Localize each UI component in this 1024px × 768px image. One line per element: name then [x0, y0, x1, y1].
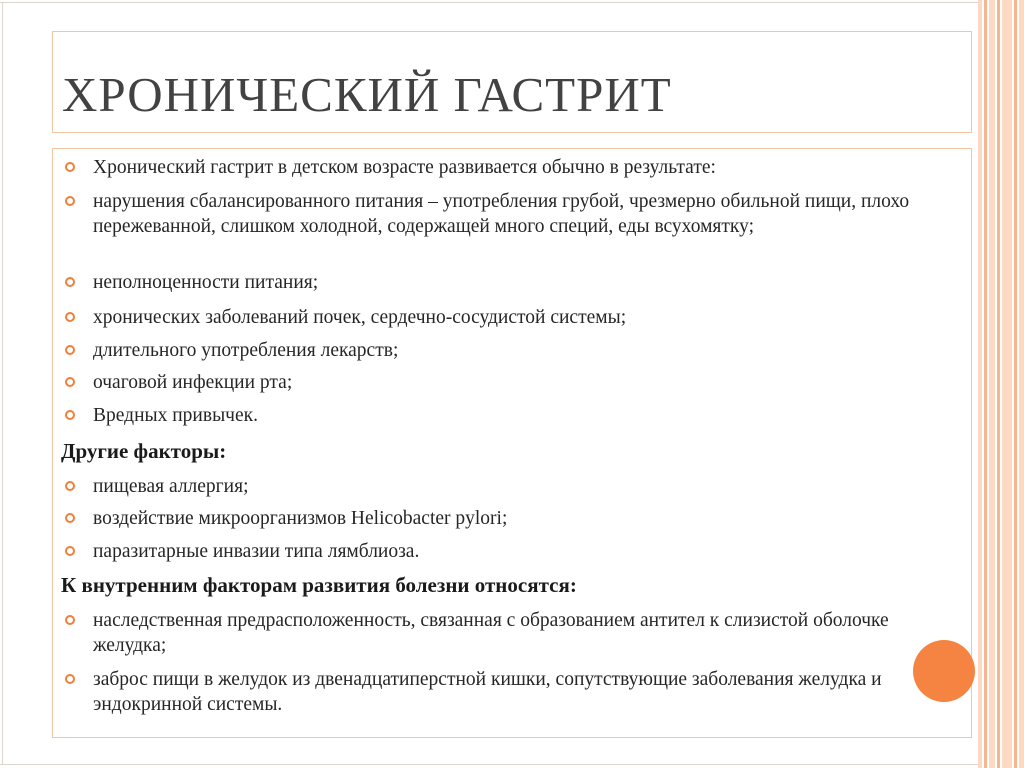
stripe	[984, 0, 987, 768]
bullet-icon	[65, 674, 75, 684]
bullet-icon	[65, 162, 75, 172]
bullet-icon	[65, 196, 75, 206]
bullet-icon	[65, 312, 75, 322]
list-item-text: Вредных привычек.	[93, 405, 258, 426]
bullet-icon	[65, 410, 75, 420]
list-item	[93, 506, 963, 531]
list-item-text: воздействие микроорганизмов Helicobacter pylori;	[93, 508, 508, 529]
bullet-icon	[65, 513, 75, 523]
list-item	[93, 305, 963, 330]
list-item-text: наследственная предрасположенность, связанная с образованием антител к слизистой оболочке желудка;	[93, 610, 889, 656]
bullet-icon	[65, 345, 75, 355]
list-item-text: длительного употребления лекарств;	[93, 340, 399, 361]
bullet-icon	[65, 481, 75, 491]
stripe	[1019, 0, 1024, 768]
list-item-text: нарушения сбалансированного питания – употребления грубой, чрезмерно обильной пищи, плохо пережеванной, слишком холодной, содержащей много специй, еды всухомятку;	[93, 191, 910, 237]
decorative-circle	[913, 640, 975, 702]
list-item	[93, 539, 963, 564]
list-item	[93, 403, 963, 428]
list-item-text: хронических заболеваний почек, сердечно-сосудистой системы;	[93, 307, 627, 328]
list-item	[93, 608, 953, 658]
section-heading-other: Другие факторы:	[61, 439, 227, 463]
stripe	[978, 0, 982, 768]
list-item-text: заброс пищи в желудок из двенадцатиперстной кишки, сопутствующие заболевания желудка и эндокринной системы.	[93, 669, 882, 715]
bullet-icon	[65, 615, 75, 625]
bullet-icon	[65, 546, 75, 556]
list-item	[93, 270, 963, 295]
list-item	[93, 338, 963, 363]
list-item	[93, 667, 903, 717]
list-item-text: пищевая аллергия;	[93, 476, 249, 497]
list-item-text: неполноценности питания;	[93, 272, 319, 293]
section-heading-internal: К внутренним факторам развития болезни относятся:	[61, 573, 577, 597]
list-item	[93, 155, 963, 180]
stripe	[997, 0, 1000, 768]
frame-top-line	[0, 2, 980, 3]
list-item	[93, 189, 963, 239]
list-item-text: паразитарные инвазии типа лямблиоза.	[93, 541, 420, 562]
list-item-text: Хронический гастрит в детском возрасте развивается обычно в результате:	[93, 157, 716, 178]
frame-left-line	[2, 2, 3, 764]
bullet-icon	[65, 277, 75, 287]
stripe	[989, 0, 995, 768]
list-item-text: очаговой инфекции рта;	[93, 372, 293, 393]
slide-title: ХРОНИЧЕСКИЙ ГАСТРИТ	[62, 67, 672, 122]
stripe	[1014, 0, 1017, 768]
list-item	[93, 370, 963, 395]
frame-bottom-line	[0, 764, 980, 765]
stripe	[1002, 0, 1012, 768]
decorative-stripes	[978, 0, 1024, 768]
bullet-icon	[65, 377, 75, 387]
list-item	[93, 474, 963, 499]
